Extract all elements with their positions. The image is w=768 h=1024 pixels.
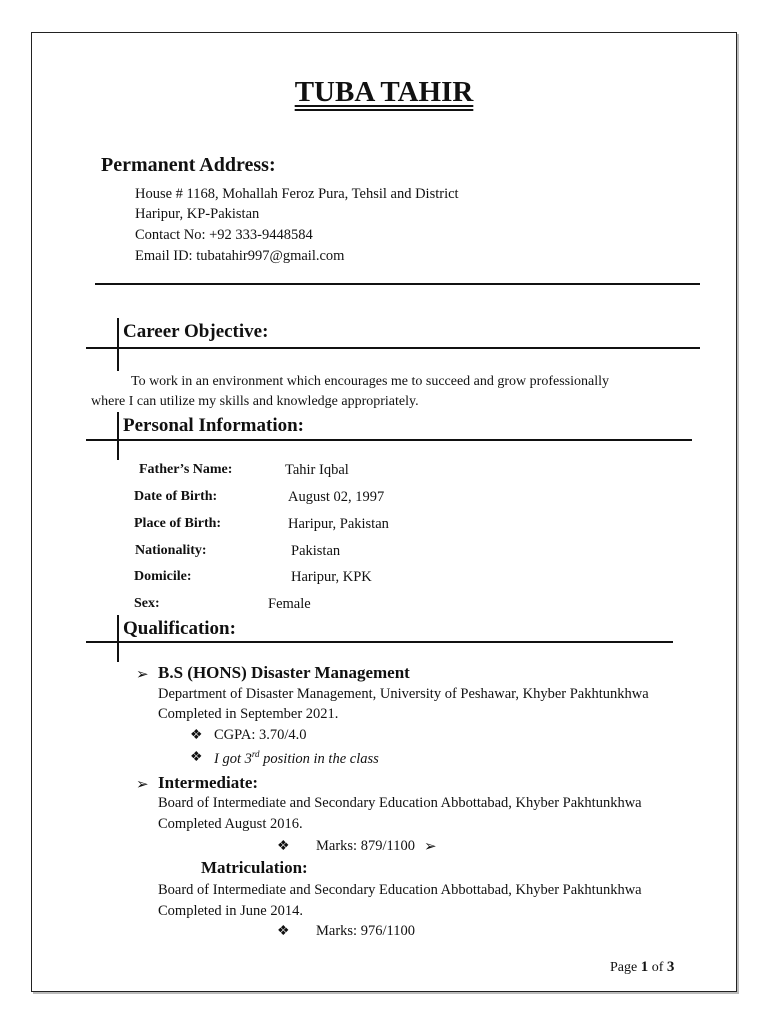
arrow-bullet-icon: ➢ [136,777,149,793]
fathers-name-value: Tahir Iqbal [285,462,349,478]
section-marker [117,318,119,371]
sex-value: Female [268,596,311,612]
intermediate-title: Intermediate: [158,773,259,792]
permanent-address-heading: Permanent Address: [101,154,276,176]
section-marker [117,412,119,460]
matriculation-completion: Completed in June 2014. [158,903,303,919]
place-of-birth-value: Haripur, Pakistan [288,516,389,532]
diamond-bullet-icon: ❖ [190,728,203,743]
personal-information-heading: Personal Information: [123,415,305,436]
bs-institution: Department of Disaster Management, University of Peshawar, Khyber Pakhtunkhwa [158,686,649,702]
sex-label: Sex: [134,596,160,611]
page-number: Page 1 of 3 [610,959,675,975]
contact-number: Contact No: +92 333-9448584 [135,227,313,243]
fathers-name-label: Father’s Name: [139,462,233,477]
bs-position: I got 3rd position in the class [214,749,379,767]
diamond-bullet-icon: ❖ [277,924,290,939]
bs-completion: Completed in September 2021. [158,706,339,722]
date-of-birth-value: August 02, 1997 [288,489,385,505]
email-address: Email ID: tubatahir997@gmail.com [135,248,345,264]
date-of-birth-label: Date of Birth: [134,489,218,504]
domicile-label: Domicile: [134,569,192,584]
section-marker [117,615,119,662]
objective-text: where I can utilize my skills and knowledge appropriately. [91,394,419,409]
bs-cgpa: CGPA: 3.70/4.0 [214,727,307,743]
bs-degree-title: B.S (HONS) Disaster Management [158,663,410,682]
domicile-value: Haripur, KPK [291,569,372,585]
qualification-heading: Qualification: [123,618,236,639]
arrow-bullet-icon: ➢ [424,839,437,855]
address-line: House # 1168, Mohallah Feroz Pura, Tehsil and District [135,186,459,202]
nationality-label: Nationality: [135,543,207,558]
place-of-birth-label: Place of Birth: [134,516,222,531]
intermediate-completion: Completed August 2016. [158,816,303,832]
objective-text: To work in an environment which encourages me to succeed and grow professionally [131,374,609,389]
diamond-bullet-icon: ❖ [277,839,290,854]
matriculation-title: Matriculation: [201,858,308,877]
address-line: Haripur, KP-Pakistan [135,206,260,222]
section-rule [86,439,692,441]
diamond-bullet-icon: ❖ [190,750,203,765]
matriculation-marks: Marks: 976/1100 [316,923,415,939]
intermediate-marks: Marks: 879/1100 [316,838,415,854]
career-objective-heading: Career Objective: [123,321,269,342]
matriculation-board: Board of Intermediate and Secondary Education Abbottabad, Khyber Pakhtunkhwa [158,882,642,898]
intermediate-board: Board of Intermediate and Secondary Education Abbottabad, Khyber Pakhtunkhwa [158,795,642,811]
candidate-name: TUBA TAHIR [294,76,474,108]
nationality-value: Pakistan [291,543,341,559]
section-rule [86,641,673,643]
arrow-bullet-icon: ➢ [136,667,149,683]
divider [95,283,700,285]
section-rule [86,347,700,349]
